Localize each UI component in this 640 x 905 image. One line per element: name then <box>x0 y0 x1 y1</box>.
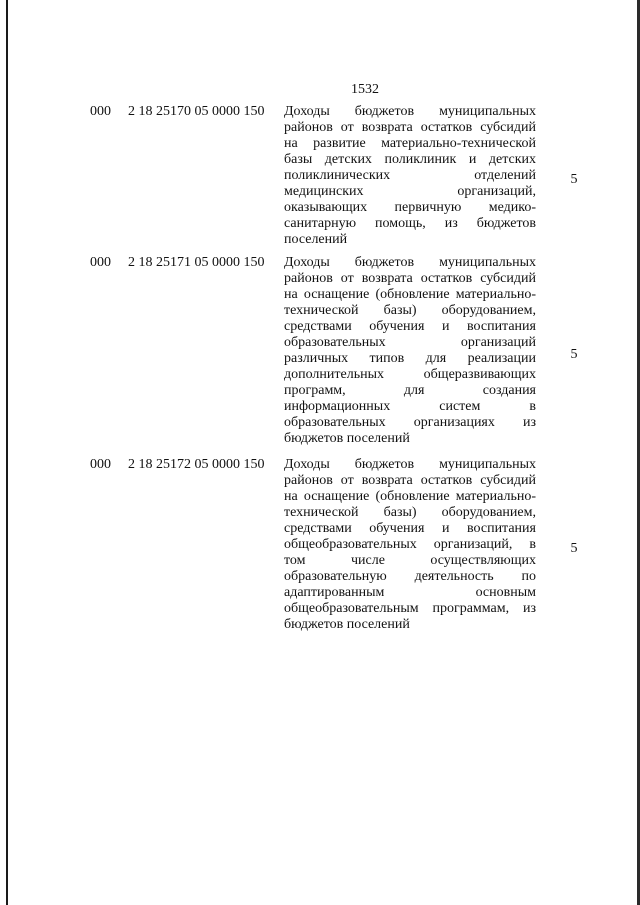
description-line: санитарную помощь, из бюджетов <box>284 216 536 231</box>
description-line: поликлинических отделений <box>284 168 536 183</box>
description-line: на оснащение (обновление материально- <box>284 287 536 302</box>
revenue-description <box>284 255 536 447</box>
description-line: технической базы) оборудованием, <box>284 303 536 318</box>
revenue-description <box>284 457 536 633</box>
description-line: образовательных организаций <box>284 335 536 350</box>
description-line: общеобразовательных организаций, в <box>284 537 536 552</box>
description-line: средствами обучения и воспитания <box>284 319 536 334</box>
description-line: на оснащение (обновление материально- <box>284 489 536 504</box>
description-line: Доходы бюджетов муниципальных <box>284 104 536 119</box>
admin-code: 000 <box>90 255 111 270</box>
description-line: средствами обучения и воспитания <box>284 521 536 536</box>
description-line: общеобразовательным программам, из <box>284 601 536 616</box>
budget-classification-code: 2 18 25170 05 0000 150 <box>128 104 265 119</box>
amount-value: 5 <box>570 172 578 187</box>
description-line: Доходы бюджетов муниципальных <box>284 457 536 472</box>
description-line: технической базы) оборудованием, <box>284 505 536 520</box>
description-line: районов от возврата остатков субсидий <box>284 271 536 286</box>
amount-value: 5 <box>570 541 578 556</box>
description-line: на развитие материально-технической <box>284 136 536 151</box>
description-line: районов от возврата остатков субсидий <box>284 120 536 135</box>
page-edge-left <box>6 0 8 905</box>
budget-classification-code: 2 18 25171 05 0000 150 <box>128 255 265 270</box>
description-line: программ, для создания <box>284 383 536 398</box>
description-line: бюджетов поселений <box>284 617 410 632</box>
description-line: базы детских поликлиник и детских <box>284 152 536 167</box>
budget-classification-code: 2 18 25172 05 0000 150 <box>128 457 265 472</box>
description-line: дополнительных общеразвивающих <box>284 367 536 382</box>
revenue-description <box>284 104 536 248</box>
description-line: оказывающих первичную медико- <box>284 200 536 215</box>
description-line: том числе осуществляющих <box>284 553 536 568</box>
description-line: медицинских организаций, <box>284 184 536 199</box>
description-line: районов от возврата остатков субсидий <box>284 473 536 488</box>
admin-code: 000 <box>90 104 111 119</box>
description-line: адаптированным основным <box>284 585 536 600</box>
admin-code: 000 <box>90 457 111 472</box>
description-line: Доходы бюджетов муниципальных <box>284 255 536 270</box>
description-line: бюджетов поселений <box>284 431 410 446</box>
description-line: образовательную деятельность по <box>284 569 536 584</box>
amount-value: 5 <box>570 347 578 362</box>
page-number: 1532 <box>351 82 379 97</box>
description-line: поселений <box>284 232 348 247</box>
description-line: образовательных организациях из <box>284 415 536 430</box>
description-line: информационных систем в <box>284 399 536 414</box>
description-line: различных типов для реализации <box>284 351 536 366</box>
